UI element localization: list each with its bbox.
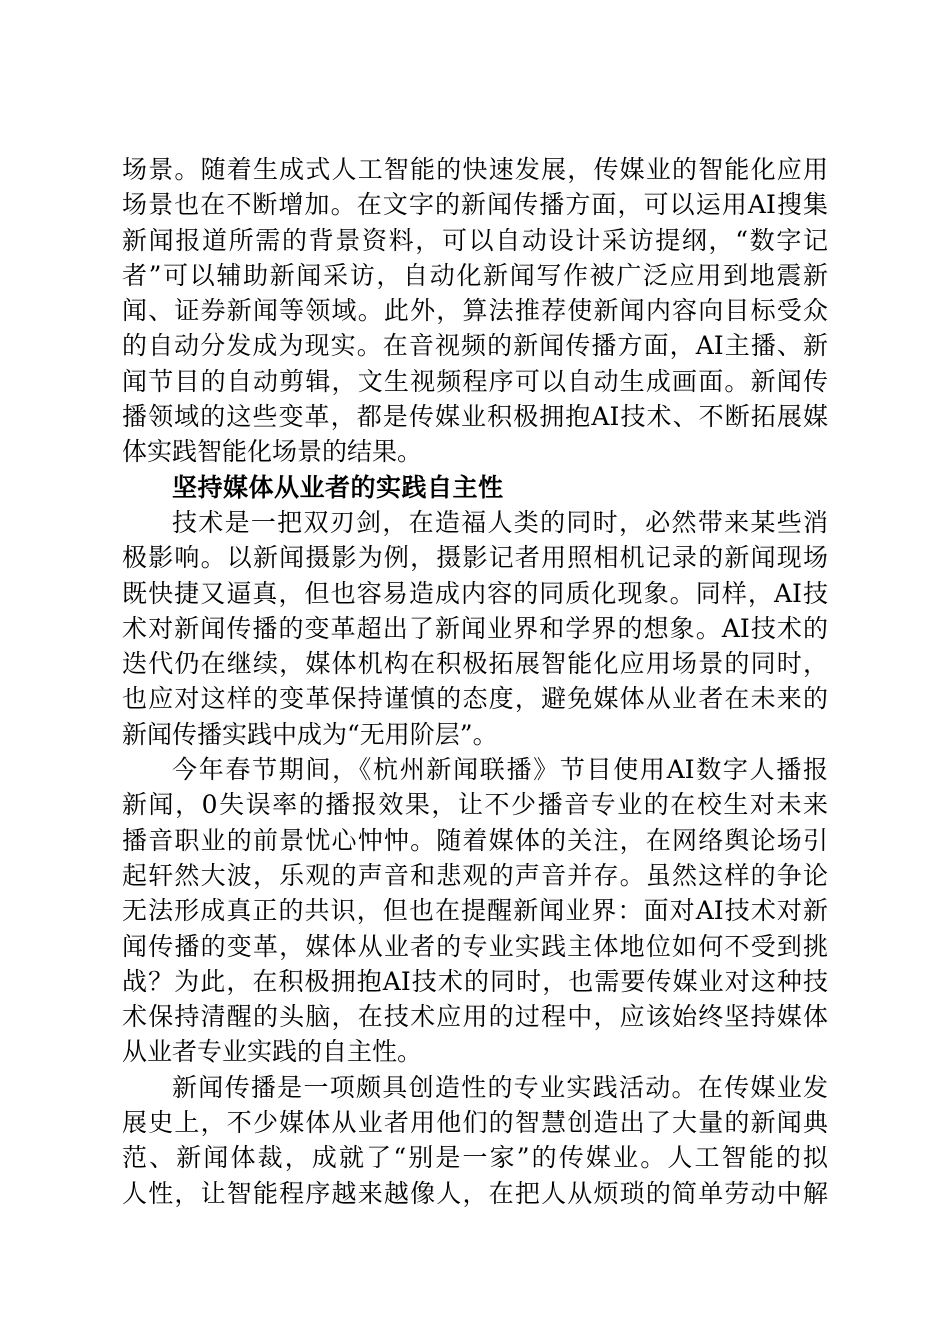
- text-line: 也应对这样的变革保持谨慎的态度，避免媒体从业者在未来的: [122, 684, 828, 714]
- text-line: 场景也在不断增加。在文字的新闻传播方面，可以运用AI搜集: [122, 190, 828, 220]
- text-line: 技术是一把双刃剑，在造福人类的同时，必然带来某些消: [172, 507, 828, 537]
- text-line: 从业者专业实践的自主性。: [122, 1037, 423, 1067]
- text-line: 今年春节期间，《杭州新闻联播》节目使用AI数字人播报: [172, 755, 828, 785]
- text-line: 起轩然大波，乐观的声音和悲观的声音并存。虽然这样的争论: [122, 860, 828, 890]
- text-line: 新闻，0失误率的播报效果，让不少播音专业的在校生对未来: [122, 790, 828, 820]
- text-line: 播领域的这些变革，都是传媒业积极拥抱AI技术、不断拓展媒: [122, 402, 828, 432]
- text-line: 极影响。以新闻摄影为例，摄影记者用照相机记录的新闻现场: [122, 543, 828, 573]
- text-line: 场景。随着生成式人工智能的快速发展，传媒业的智能化应用: [122, 155, 828, 184]
- heading-text: 坚持媒体从业者的实践自主性: [172, 472, 504, 502]
- section-heading: [122, 470, 828, 505]
- text-line: 新闻报道所需的背景资料，可以自动设计采访提纲，“数字记: [122, 225, 828, 255]
- text-line: 的自动分发成为现实。在音视频的新闻传播方面，AI主播、新: [122, 331, 828, 361]
- paragraph: [122, 505, 828, 752]
- text-line: 者”可以辅助新闻采访，自动化新闻写作被广泛应用到地震新: [122, 260, 828, 290]
- text-line: 战？为此，在积极拥抱AI技术的同时，也需要传媒业对这种技: [122, 966, 828, 996]
- text-line: 既快捷又逼真，但也容易造成内容的同质化现象。同样，AI技: [122, 578, 828, 608]
- paragraph: [122, 752, 828, 1070]
- text-line: 闻节目的自动剪辑，文生视频程序可以自动生成画面。新闻传: [122, 366, 828, 396]
- text-line: 术对新闻传播的变革超出了新闻业界和学界的想象。AI技术的: [122, 613, 828, 643]
- text-line: 迭代仍在继续，媒体机构在积极拓展智能化应用场景的同时，: [122, 649, 828, 679]
- text-line: 人性，让智能程序越来越像人，在把人从烦琐的简单劳动中解: [122, 1178, 828, 1208]
- paragraph: [122, 1070, 828, 1211]
- text-line: 闻传播的变革，媒体从业者的专业实践主体地位如何不受到挑: [122, 931, 828, 961]
- text-line: 术保持清醒的头脑，在技术应用的过程中，应该始终坚持媒体: [122, 1002, 828, 1032]
- text-line: 无法形成真正的共识，但也在提醒新闻业界：面对AI技术对新: [122, 896, 828, 926]
- text-line: 闻、证券新闻等领域。此外，算法推荐使新闻内容向目标受众: [122, 296, 828, 326]
- text-line: 新闻传播实践中成为“无用阶层”。: [122, 719, 498, 749]
- article-body: [122, 152, 828, 1211]
- text-line: 新闻传播是一项颇具创造性的专业实践活动。在传媒业发: [172, 1072, 828, 1102]
- text-line: 展史上，不少媒体从业者用他们的智慧创造出了大量的新闻典: [122, 1108, 828, 1138]
- text-line: 体实践智能化场景的结果。: [122, 437, 423, 467]
- text-line: 范、新闻体裁，成就了“别是一家”的传媒业。人工智能的拟: [122, 1143, 828, 1173]
- text-line: 播音职业的前景忧心忡忡。随着媒体的关注，在网络舆论场引: [122, 825, 828, 855]
- paragraph: [122, 152, 828, 470]
